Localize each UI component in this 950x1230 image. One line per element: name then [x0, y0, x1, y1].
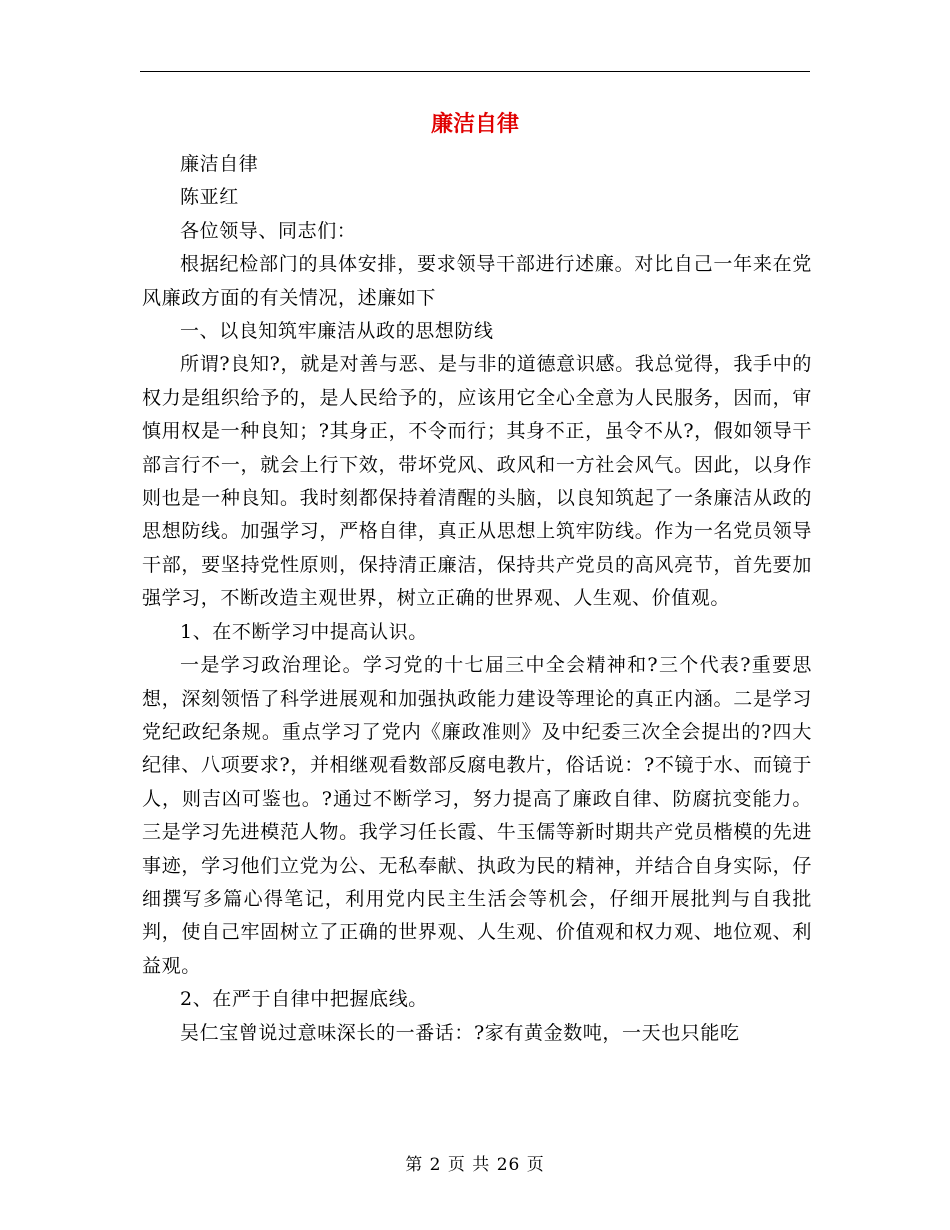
paragraph-conscience: 所谓?良知?，就是对善与恶、是与非的道德意识感。我总觉得，我手中的权力是组织给予的，是人民给予的，应该用它全心全意为人民服务，因而，审慎用权是一种良知；?其身正，不令而行；其身不正，虽令不从?，假如领导干部言行不一，就会上行下效，带坏党风、政风和一方社会风气。因此，以身作则也是一种良知。我时刻都保持着清醒的头脑，以良知筑起了一条廉洁从政的思想防线。加强学习，严格自律，真正从思想上筑牢防线。作为一名党员领导干部，要坚持党性原则，保持清正廉洁，保持共产党员的高风亮节，首先要加强学习，不断改造主观世界，树立正确的世界观、人生观、价值观。	[142, 353, 812, 610]
paragraph-quote: 吴仁宝曾说过意味深长的一番话：?家有黄金数吨，一天也只能吃	[180, 1021, 740, 1044]
paragraph-intro: 根据纪检部门的具体安排，要求领导干部进行述廉。对比自己一年来在党风廉政方面的有关情况，述廉如下	[142, 253, 812, 309]
section-heading-1: 一、以良知筑牢廉洁从政的思想防线	[180, 320, 494, 343]
paragraph-subtitle: 廉洁自律	[180, 153, 259, 175]
page-footer: 第 2 页 共 26 页	[405, 1155, 545, 1175]
subheading-1: 1、在不断学习中提高认识。	[180, 620, 428, 643]
document-body	[142, 148, 812, 1050]
paragraph-salutation: 各位领导、同志们：	[180, 219, 357, 242]
document-title: 廉洁自律	[430, 112, 519, 137]
paragraph-study: 一是学习政治理论。学习党的十七届三中全会精神和?三个代表?重要思想，深刻领悟了科学进展观和加强执政能力建设等理论的真正内涵。二是学习党纪政纪条规。重点学习了党内《廉政准则》及中纪委三次全会提出的?四大纪律、八项要求?，并相继观看数部反腐电教片，俗话说：?不镜于水、而镜于人，则吉凶可鉴也。?通过不断学习，努力提高了廉政自律、防腐抗变能力。三是学习先进模范人物。我学习任长霞、牛玉儒等新时期共产党员楷模的先进事迹，学习他们立党为公、无私奉献、执政为民的精神，并结合自身实际，仔细撰写多篇心得笔记，利用党内民主生活会等机会，仔细开展批判与自我批判，使自己牢固树立了正确的世界观、人生观、价值观和权力观、地位观、利益观。	[142, 654, 812, 977]
header-rule	[140, 71, 810, 72]
subheading-2: 2、在严于自律中把握底线。	[180, 988, 428, 1011]
paragraph-author: 陈亚红	[180, 186, 239, 209]
